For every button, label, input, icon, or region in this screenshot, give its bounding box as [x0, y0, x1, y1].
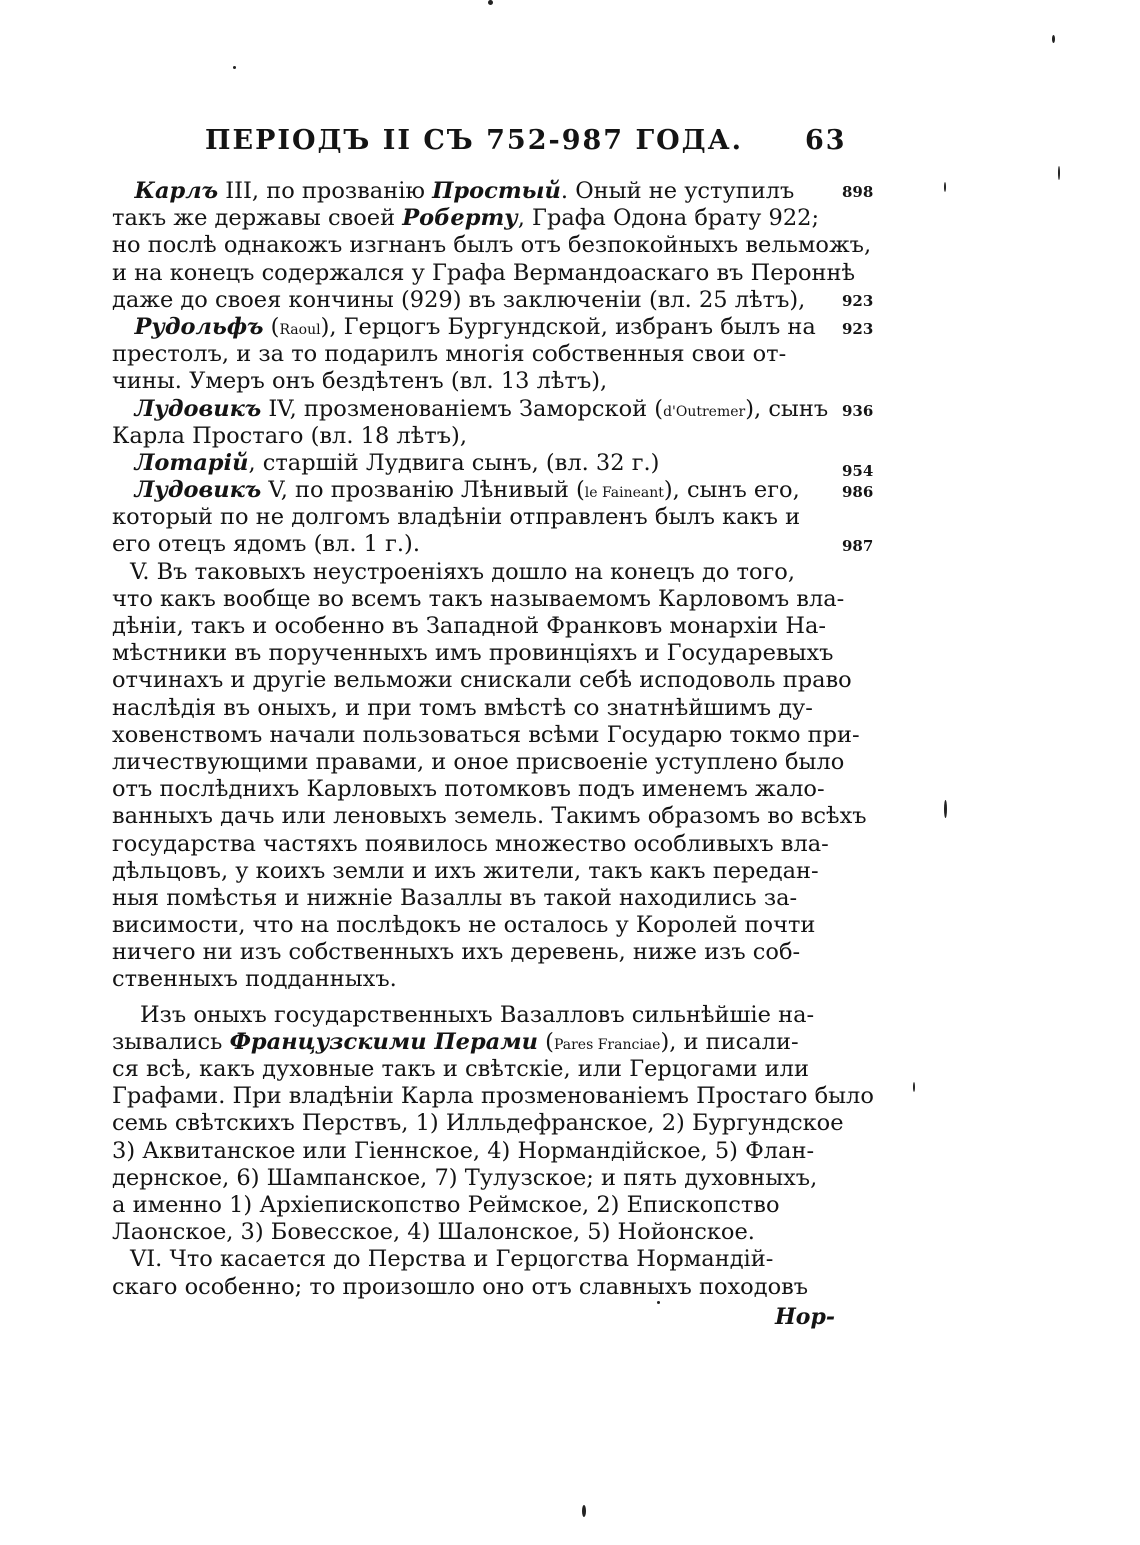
running-header — [205, 125, 845, 156]
ink-speck — [1052, 35, 1055, 43]
text-line: дѣльцовъ, у коихъ земли и ихъ жители, такъ какъ передан- — [112, 857, 819, 884]
text-line: ванныхъ дачь или леновыхъ земель. Такимъ образомъ во всѣхъ — [112, 803, 867, 830]
text-line: его отецъ ядомъ (вл. 1 г.). — [112, 531, 420, 558]
text-line: дѣніи, такъ и особенно въ Западной Франковъ монархіи На- — [112, 613, 826, 639]
text-line: даже до своея кончины (929) въ заключеніи (вл. 25 лѣтъ), — [112, 286, 806, 313]
text-line: Лудовикъ V, по прозванію Лѣнивый (le Faineant), сынъ его, — [134, 477, 800, 504]
text-line: отъ послѣднихъ Карловыхъ потомковъ подъ именемъ жало- — [112, 776, 825, 803]
text-line: Лаонское, 3) Бовесское, 4) Шалонское, 5) Нойонское. — [112, 1219, 755, 1246]
ink-speck — [233, 66, 236, 69]
text-line: Лудовикъ IV, прозменованіемъ Заморской (d'Outremer), сынъ — [134, 395, 829, 422]
text-line: висимости, что на послѣдокъ не осталось у Королей почти — [112, 912, 816, 939]
text-line: что какъ вообще во всемъ такъ называемомъ Карловомъ вла- — [112, 585, 845, 612]
text-line: V. Въ таковыхъ неустроеніяхъ дошло на конецъ до того, — [130, 558, 795, 585]
text-line: Рудольфъ (Raoul), Герцогъ Бургундской, избранъ былъ на — [134, 313, 816, 340]
text-line: Лотарій, старшій Лудвига сынъ, (вл. 32 г.) — [134, 449, 660, 476]
text-line: Изъ оныхъ государственныхъ Вазалловъ сильнѣйшіе на- — [140, 1001, 815, 1028]
text-line: который по не долгомъ владѣніи отправленъ былъ какъ и — [112, 504, 801, 531]
margin-year: 986 — [842, 483, 874, 501]
margin-year: 936 — [842, 402, 874, 420]
ink-speck — [582, 1505, 586, 1517]
text-line: Карла Простаго (вл. 18 лѣтъ), — [112, 422, 467, 449]
page-number: 63 — [805, 125, 847, 156]
ink-speck — [944, 182, 946, 192]
text-line: мѣстники въ порученныхъ имъ провинціяхъ и Государевыхъ — [112, 640, 834, 667]
text-line: ственныхъ подданныхъ. — [112, 966, 397, 993]
text-line: ховенствомъ начали пользоваться всѣми Государю токмо при- — [112, 721, 860, 748]
text-line: дернское, 6) Шампанское, 7) Тулузское; и пять духовныхъ, — [112, 1164, 818, 1191]
text-line: а именно 1) Архіепископство Реймское, 2) Епископство — [112, 1191, 780, 1218]
margin-year: 898 — [842, 183, 874, 201]
text-line: но послѣ однакожъ изгнанъ былъ отъ безпокойныхъ вельможъ, — [112, 232, 872, 259]
text-line: ся всѣ, какъ духовные такъ и свѣтскіе, или Герцогами или — [112, 1056, 809, 1082]
text-line: и на конецъ содержался у Графа Вермандоаскаго въ Пероннѣ — [112, 259, 856, 286]
text-line: зывались Французскими Перами (Pares Franciae), и писали- — [112, 1028, 799, 1055]
text-line: Карлъ III, по прозванію Простый. Оный не уступилъ — [134, 178, 795, 204]
margin-year: 987 — [842, 537, 874, 555]
ink-speck — [488, 0, 493, 5]
text-line: ничего ни изъ собственныхъ ихъ деревень, ниже изъ соб- — [112, 939, 801, 966]
ink-speck — [1058, 166, 1060, 180]
text-line: семь свѣтскихъ Перствъ, 1) Илльдефранское, 2) Бургундское — [112, 1110, 844, 1137]
text-line: отчинахъ и другіе вельможи снискали себѣ исподоволь право — [112, 667, 852, 694]
text-line: государства частяхъ появилось множество особливыхъ вла- — [112, 830, 829, 857]
text-line: престолъ, и за то подарилъ многія собственныя свои от- — [112, 341, 787, 368]
margin-year: 923 — [842, 320, 874, 338]
text-line: 3) Аквитанское или Гіеннское, 4) Нормандійское, 5) Флан- — [112, 1137, 815, 1164]
text-line: ныя помѣстья и нижніе Вазаллы въ такой находились за- — [112, 884, 798, 911]
header-title: ПЕРІОДЪ II СЪ 752-987 ГОДА. — [205, 125, 744, 156]
text-line: личествующими правами, и оное присвоеніе уступлено было — [112, 748, 845, 775]
margin-year: 923 — [842, 292, 874, 310]
ink-speck — [944, 800, 947, 818]
margin-year: 954 — [842, 462, 874, 480]
text-line: скаго особенно; то произошло оно отъ славныхъ походовъ — [112, 1273, 809, 1300]
ink-speck — [913, 1082, 915, 1092]
catchword: Нор- — [775, 1304, 835, 1330]
text-line: наслѣдія въ оныхъ, и при томъ вмѣстѣ со знатнѣйшимъ ду- — [112, 694, 813, 721]
text-line: Графами. При владѣніи Карла прозменованіемъ Простаго было — [112, 1083, 874, 1110]
text-line: VI. Что касается до Перства и Герцогства Нормандій- — [130, 1246, 774, 1273]
text-line: такъ же державы своей Роберту, Графа Одона брату 922; — [112, 205, 820, 232]
text-line: чины. Умеръ онъ бездѣтенъ (вл. 13 лѣтъ), — [112, 368, 608, 395]
ink-speck — [657, 1301, 660, 1304]
